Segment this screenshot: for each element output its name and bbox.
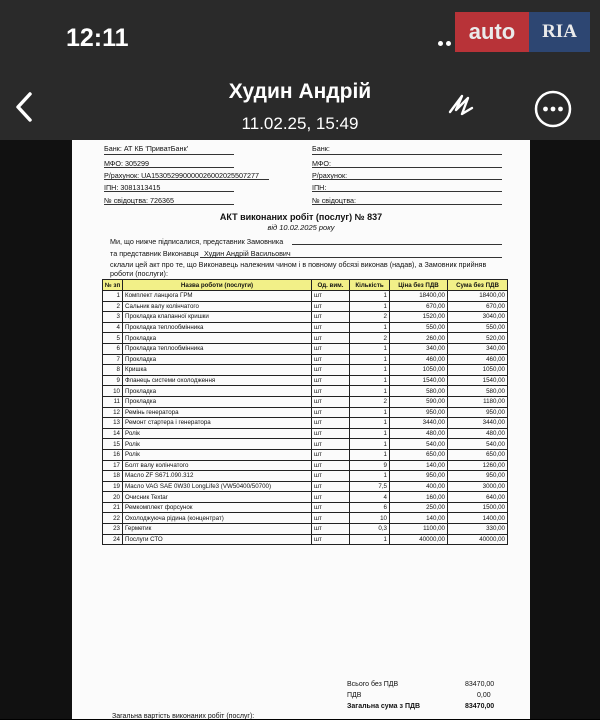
- row-sum: 540,00: [448, 439, 508, 450]
- divider: [312, 191, 502, 192]
- table-row: [103, 428, 508, 439]
- more-options-button[interactable]: [533, 89, 573, 129]
- row-name: Прокладка: [123, 386, 312, 397]
- row-quantity: 2: [350, 312, 390, 323]
- divider: [104, 191, 234, 192]
- row-name: Масло VAG SAE 0W30 LongLife3 (VW50400/50700): [123, 481, 312, 492]
- watermark-auto: auto: [455, 12, 529, 52]
- row-sum: 580,00: [448, 386, 508, 397]
- table-row: [103, 449, 508, 460]
- row-name: Масло ZF S671.090.312: [123, 471, 312, 482]
- row-unit: шт: [312, 396, 350, 407]
- row-price: 340,00: [390, 343, 448, 354]
- row-price: 160,00: [390, 492, 448, 503]
- row-price: 480,00: [390, 428, 448, 439]
- row-price: 250,00: [390, 502, 448, 513]
- row-price: 1050,00: [390, 365, 448, 376]
- photo-viewer[interactable]: [0, 140, 600, 719]
- works-table: [102, 279, 508, 545]
- row-unit: шт: [312, 354, 350, 365]
- row-number: 19: [103, 481, 123, 492]
- divider: [312, 204, 502, 205]
- row-price: 3440,00: [390, 418, 448, 429]
- row-number: 5: [103, 333, 123, 344]
- draw-button[interactable]: [442, 86, 482, 126]
- table-row: [103, 396, 508, 407]
- row-price: 950,00: [390, 407, 448, 418]
- left-cert: № свідоцтва: 726365: [104, 196, 175, 205]
- row-name: Прокладка: [123, 396, 312, 407]
- table-row: [103, 407, 508, 418]
- right-ipn: ІПН:: [312, 183, 327, 192]
- row-name: Фланець системи охолодження: [123, 375, 312, 386]
- row-name: Ролік: [123, 449, 312, 460]
- row-price: 460,00: [390, 354, 448, 365]
- more-icon: [533, 89, 573, 129]
- document-title: АКТ виконаних робіт (послуг) № 837: [219, 212, 383, 222]
- row-sum: 480,00: [448, 428, 508, 439]
- row-quantity: 1: [350, 322, 390, 333]
- document-photo: [72, 140, 530, 719]
- row-unit: шт: [312, 418, 350, 429]
- row-quantity: 6: [350, 502, 390, 513]
- total-with-vat-label: Загальна сума з ПДВ: [347, 703, 421, 710]
- message-timestamp: 11.02.25, 15:49: [241, 114, 359, 133]
- header-unit: Од. вим.: [312, 280, 350, 291]
- row-price: 140,00: [390, 513, 448, 524]
- row-unit: шт: [312, 481, 350, 492]
- table-row: [103, 418, 508, 429]
- row-name: Прокладка клапанної кришки: [123, 312, 312, 323]
- row-price: 400,00: [390, 481, 448, 492]
- footer-note: Загальна вартість виконаних робіт (послуг):: [112, 713, 255, 720]
- row-name: Охолоджуюча рідина (концентрат): [123, 513, 312, 524]
- table-row: [103, 322, 508, 333]
- divider: [312, 154, 502, 155]
- row-sum: 330,00: [448, 524, 508, 535]
- row-unit: шт: [312, 513, 350, 524]
- row-sum: 460,00: [448, 354, 508, 365]
- row-name: Очисник Textar: [123, 492, 312, 503]
- row-quantity: 0,3: [350, 524, 390, 535]
- row-price: 590,00: [390, 396, 448, 407]
- row-quantity: 10: [350, 513, 390, 524]
- table-row: [103, 343, 508, 354]
- table-row: [103, 354, 508, 365]
- table-row: [103, 460, 508, 471]
- row-name: Кришка: [123, 365, 312, 376]
- table-row: [103, 312, 508, 323]
- row-number: 10: [103, 386, 123, 397]
- row-price: 1100,00: [390, 524, 448, 535]
- contractor-name: Худин Андрій Васильович: [204, 249, 291, 258]
- row-quantity: 1: [350, 534, 390, 545]
- watermark-ria: RIA: [529, 12, 590, 52]
- row-number: 7: [103, 354, 123, 365]
- row-number: 16: [103, 449, 123, 460]
- divider: [312, 179, 502, 180]
- row-name: Прокладка: [123, 333, 312, 344]
- row-quantity: 1: [350, 439, 390, 450]
- contact-name: Худин Андрій: [228, 80, 372, 103]
- row-sum: 18400,00: [448, 291, 508, 302]
- row-price: 950,00: [390, 471, 448, 482]
- table-row: [103, 365, 508, 376]
- row-quantity: 1: [350, 343, 390, 354]
- table-header-row: [103, 280, 508, 291]
- row-unit: шт: [312, 386, 350, 397]
- row-price: 550,00: [390, 322, 448, 333]
- row-quantity: 1: [350, 407, 390, 418]
- row-sum: 3000,00: [448, 481, 508, 492]
- row-quantity: 1: [350, 449, 390, 460]
- row-number: 3: [103, 312, 123, 323]
- row-sum: 520,00: [448, 333, 508, 344]
- row-unit: шт: [312, 492, 350, 503]
- row-number: 4: [103, 322, 123, 333]
- row-price: 40000,00: [390, 534, 448, 545]
- row-unit: шт: [312, 449, 350, 460]
- row-name: Болт валу колінчатого: [123, 460, 312, 471]
- row-sum: 1500,00: [448, 502, 508, 513]
- row-name: Ремкомплект форсунок: [123, 502, 312, 513]
- left-account: Р/рахунок: UA153052990000026002025507277: [104, 171, 259, 180]
- divider: [104, 167, 234, 168]
- row-unit: шт: [312, 439, 350, 450]
- row-sum: 640,00: [448, 492, 508, 503]
- divider: [200, 257, 502, 258]
- table-row: [103, 439, 508, 450]
- row-price: 670,00: [390, 301, 448, 312]
- vat-label: ПДВ: [347, 692, 362, 699]
- row-unit: шт: [312, 460, 350, 471]
- row-number: 8: [103, 365, 123, 376]
- row-number: 9: [103, 375, 123, 386]
- row-number: 14: [103, 428, 123, 439]
- row-sum: 550,00: [448, 322, 508, 333]
- table-row: [103, 513, 508, 524]
- row-price: 650,00: [390, 449, 448, 460]
- right-bank: Банк:: [312, 144, 330, 153]
- row-unit: шт: [312, 291, 350, 302]
- viewer-header: [0, 80, 600, 140]
- row-sum: 950,00: [448, 407, 508, 418]
- row-name: Герметик: [123, 524, 312, 535]
- row-name: Послуги СТО: [123, 534, 312, 545]
- row-sum: 650,00: [448, 449, 508, 460]
- row-number: 11: [103, 396, 123, 407]
- row-name: Прокладка теплообмінника: [123, 343, 312, 354]
- left-mfo: МФО: 305299: [104, 159, 149, 168]
- row-number: 22: [103, 513, 123, 524]
- row-quantity: 9: [350, 460, 390, 471]
- right-account: Р/рахунок:: [312, 171, 348, 180]
- row-sum: 40000,00: [448, 534, 508, 545]
- row-quantity: 1: [350, 291, 390, 302]
- total-without-vat-value: 83470,00: [465, 681, 495, 688]
- row-price: 1520,00: [390, 312, 448, 323]
- row-quantity: 1: [350, 301, 390, 312]
- row-unit: шт: [312, 375, 350, 386]
- row-quantity: 1: [350, 428, 390, 439]
- row-unit: шт: [312, 322, 350, 333]
- row-price: 1540,00: [390, 375, 448, 386]
- header-quantity: Кількість: [350, 280, 390, 291]
- left-ipn: ІПН: 3081313415: [104, 183, 161, 192]
- row-unit: шт: [312, 471, 350, 482]
- intro-line-3: склали цей акт про те, що Виконавець належним чином і в повному обсязі виконав (надав), а Замовник прийняв: [110, 260, 487, 269]
- table-row: [103, 492, 508, 503]
- table-row: [103, 291, 508, 302]
- row-sum: 1260,00: [448, 460, 508, 471]
- row-quantity: 1: [350, 418, 390, 429]
- table-row: [103, 471, 508, 482]
- row-unit: шт: [312, 301, 350, 312]
- row-name: Ролік: [123, 428, 312, 439]
- row-sum: 670,00: [448, 301, 508, 312]
- row-number: 20: [103, 492, 123, 503]
- row-number: 21: [103, 502, 123, 513]
- row-number: 18: [103, 471, 123, 482]
- vat-value: 0,00: [477, 692, 491, 699]
- row-unit: шт: [312, 428, 350, 439]
- row-price: 540,00: [390, 439, 448, 450]
- table-row: [103, 301, 508, 312]
- row-name: Ремонт стартера і генератора: [123, 418, 312, 429]
- row-sum: 1400,00: [448, 513, 508, 524]
- right-cert: № свідоцтва:: [312, 196, 357, 205]
- intro-line-2: та представник Виконавця: [110, 249, 199, 258]
- row-unit: шт: [312, 407, 350, 418]
- row-unit: шт: [312, 312, 350, 323]
- row-quantity: 1: [350, 386, 390, 397]
- row-quantity: 1: [350, 375, 390, 386]
- row-name: Сальник валу колінчатого: [123, 301, 312, 312]
- row-price: 260,00: [390, 333, 448, 344]
- row-unit: шт: [312, 534, 350, 545]
- status-bar: [0, 0, 600, 80]
- divider: [312, 167, 502, 168]
- right-mfo: МФО:: [312, 159, 331, 168]
- left-bank: Банк: АТ КБ 'ПриватБанк': [104, 144, 188, 153]
- row-name: Прокладка теплообмінника: [123, 322, 312, 333]
- total-without-vat-label: Всього без ПДВ: [347, 681, 399, 688]
- document-date: від 10.02.2025 року: [267, 223, 335, 232]
- row-price: 18400,00: [390, 291, 448, 302]
- table-row: [103, 481, 508, 492]
- row-quantity: 7,5: [350, 481, 390, 492]
- row-quantity: 2: [350, 396, 390, 407]
- row-price: 140,00: [390, 460, 448, 471]
- row-name: Ролік: [123, 439, 312, 450]
- intro-line-1: Ми, що нижче підписалися, представник Замовника: [110, 237, 284, 246]
- row-price: 580,00: [390, 386, 448, 397]
- row-quantity: 1: [350, 354, 390, 365]
- table-row: [103, 524, 508, 535]
- row-sum: 1180,00: [448, 396, 508, 407]
- row-number: 6: [103, 343, 123, 354]
- table-row: [103, 386, 508, 397]
- table-row: [103, 502, 508, 513]
- row-sum: 3440,00: [448, 418, 508, 429]
- divider: [292, 244, 502, 245]
- row-number: 1: [103, 291, 123, 302]
- row-unit: шт: [312, 343, 350, 354]
- autoria-watermark: [455, 12, 590, 52]
- row-number: 17: [103, 460, 123, 471]
- row-quantity: 2: [350, 333, 390, 344]
- row-quantity: 4: [350, 492, 390, 503]
- row-sum: 1050,00: [448, 365, 508, 376]
- row-sum: 1540,00: [448, 375, 508, 386]
- table-row: [103, 375, 508, 386]
- row-unit: шт: [312, 502, 350, 513]
- row-number: 23: [103, 524, 123, 535]
- row-unit: шт: [312, 365, 350, 376]
- header-price: Ціна без ПДВ: [390, 280, 448, 291]
- scribble-icon: [442, 86, 482, 126]
- row-number: 15: [103, 439, 123, 450]
- table-row: [103, 534, 508, 545]
- row-name: Прокладка: [123, 354, 312, 365]
- row-unit: шт: [312, 524, 350, 535]
- row-number: 12: [103, 407, 123, 418]
- header-sum: Сума без ПДВ: [448, 280, 508, 291]
- total-with-vat-value: 83470,00: [465, 703, 495, 710]
- row-number: 13: [103, 418, 123, 429]
- header-number: № зп: [103, 280, 123, 291]
- table-row: [103, 333, 508, 344]
- divider: [104, 179, 269, 180]
- row-number: 24: [103, 534, 123, 545]
- row-quantity: 1: [350, 365, 390, 376]
- divider: [104, 154, 234, 155]
- divider: [104, 204, 234, 205]
- row-quantity: 1: [350, 471, 390, 482]
- signal-icon: [438, 33, 454, 51]
- header-name: Назва роботи (послуги): [123, 280, 312, 291]
- row-sum: 950,00: [448, 471, 508, 482]
- row-name: Ремінь генератора: [123, 407, 312, 418]
- row-sum: 340,00: [448, 343, 508, 354]
- intro-line-4: роботи (послуги):: [110, 269, 168, 278]
- row-number: 2: [103, 301, 123, 312]
- row-unit: шт: [312, 333, 350, 344]
- row-sum: 3040,00: [448, 312, 508, 323]
- status-time: 12:11: [66, 24, 129, 52]
- row-name: Комплект ланцюга ГРМ: [123, 291, 312, 302]
